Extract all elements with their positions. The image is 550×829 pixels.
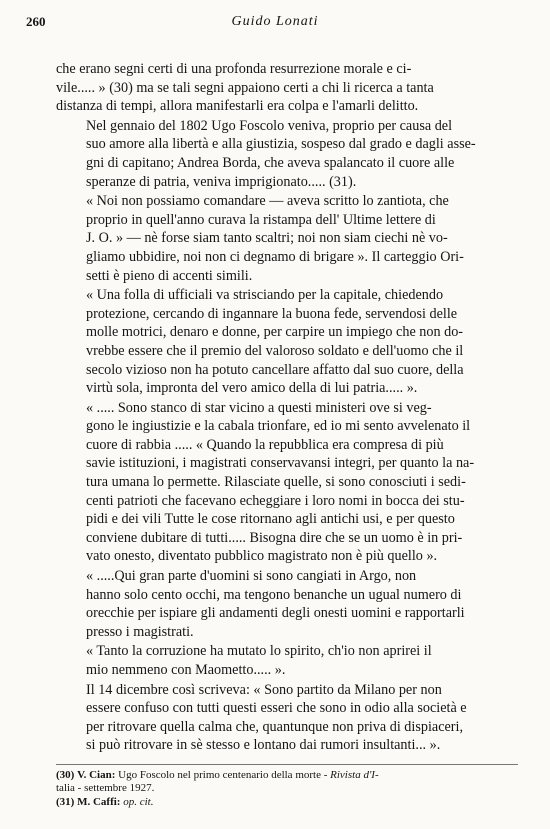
paragraph-3 [56, 192, 518, 285]
paragraph-7 [56, 642, 518, 679]
page-header [26, 14, 524, 36]
text-line: mio nemmeno con Maometto..... ». [86, 662, 286, 678]
text-line: « Noi non possiamo comandare — aveva scritto lo zantiota, che [86, 193, 449, 210]
text-line: Nel gennaio del 1802 Ugo Foscolo veniva, proprio per causa del [86, 117, 453, 134]
paragraph-4 [56, 286, 518, 398]
text-line: distanza di tempi, allora manifestarli era colpa e l'amarli delitto. [56, 98, 419, 115]
text-line: « .....Qui gran parte d'uomini si sono cangiati in Argo, non [86, 568, 417, 585]
text-line: tura umana lo permette. Rilasciate quelle, si sono conosciuti i sedi- [86, 474, 466, 491]
paragraph-5 [56, 399, 518, 566]
text-line: protezione, cercando di ingannare la buona fede, servendosi delle [86, 305, 458, 322]
footnotes [56, 764, 518, 809]
footnote-citation: op. cit. [123, 795, 154, 808]
text-line: presso i magistrati. [86, 623, 194, 640]
text-line: gono le ingiustizie e la cabala trionfare, ed io mi sento avvelenato il [86, 418, 471, 435]
footnote-text: Ugo Foscolo nel primo centenario della morte - [118, 769, 328, 781]
footnote-30-continuation: talia - settembre 1927. [56, 782, 155, 795]
footnote-author: M. Caffi: [77, 795, 121, 808]
text-line: orecchie per ispiare gli andamenti degli onesti uomini e rapportarli [86, 605, 465, 622]
footnote-author: V. Cian: [77, 769, 116, 781]
running-title: Guido Lonati [231, 14, 319, 29]
paragraph-1 [56, 60, 518, 116]
text-line: gni di capitano; Andrea Borda, che aveva spalancato il cuore alle [86, 154, 455, 171]
text-line: pidi e dei vili Tutte le cose ritornano agli antichi usi, e per questo [86, 511, 455, 528]
page-number: 260 [26, 14, 46, 29]
body-text [56, 60, 518, 756]
text-line: « Una folla di ufficiali va strisciando per la capitale, chiedendo [86, 287, 444, 304]
text-line: si può ritrovare in sè stesso e lontano dai rumori insultanti... ». [86, 737, 441, 754]
footnote-number: (30) [56, 769, 75, 781]
text-line: che erano segni certi di una profonda resurrezione morale e ci- [56, 61, 412, 77]
text-line: vrebbe essere che il premio del valoroso soldato e dell'uomo che il [86, 342, 464, 359]
text-line: proprio in quell'anno curava la ristampa dell' Ultime lettere di [86, 211, 436, 228]
text-line: conviene dubitare di tutti..... Bisogna dire che se un uomo è in pri- [86, 529, 463, 546]
text-line: virtù sola, impronta del vero amico della di lui patria..... ». [86, 380, 418, 397]
text-line: per ritrovare quella calma che, quantunque non priva di dispiaceri, [86, 718, 464, 735]
text-line: speranze di patria, veniva imprigionato..... (31). [86, 173, 357, 190]
footnote-30 [56, 769, 518, 782]
text-line: cuore di rabbia ..... « Quando la repubblica era compresa di più [86, 436, 444, 453]
footnote-citation: Rivista d'I- [330, 769, 379, 781]
footnote-31 [56, 796, 518, 809]
text-line: « Tanto la corruzione ha mutato lo spirito, ch'io non aprirei il [86, 643, 432, 660]
text-line: hanno solo cento occhi, ma tengono benanche un ugual numero di [86, 586, 462, 603]
text-line: vato onesto, diventato pubblico magistrato non è più quello ». [86, 548, 438, 565]
text-line: suo amore alla libertà e alla giustizia, sospeso dal grado e dagli asse- [86, 136, 476, 153]
paragraph-8 [56, 681, 518, 755]
text-line: Il 14 dicembre così scriveva: « Sono partito da Milano per non [86, 681, 442, 698]
paragraph-2 [56, 117, 518, 191]
text-line: centi patrioti che facevano echeggiare i loro nomi in bocca dei stu- [86, 492, 465, 509]
text-line: « ..... Sono stanco di star vicino a questi ministeri ove si veg- [86, 399, 432, 416]
text-line: vile..... » (30) ma se tali segni appaiono certi a chi li ricerca a tanta [56, 79, 434, 96]
text-line: molle motrici, denaro e donne, per carpire un impiego che non do- [86, 324, 464, 341]
text-line: savie istituzioni, i magistrati conservavansi integri, per quanto la na- [86, 455, 475, 472]
text-line: J. O. » — nè forse siam tanto scaltri; noi non siam ciechi nè vo- [86, 230, 448, 247]
footnote-number: (31) [56, 795, 75, 808]
paragraph-6 [56, 567, 518, 641]
text-line: essere confuso con tutti questi esseri che sono in odio alla società e [86, 700, 467, 717]
text-line: setti è pieno di accenti simili. [86, 267, 253, 284]
text-line: gliamo ubbidire, noi non ci degnamo di brigare ». Il carteggio Ori- [86, 248, 464, 265]
text-line: secolo vizioso non ha potuto cancellare affatto dal suo cuore, della [86, 361, 464, 378]
footnote-divider [56, 764, 518, 765]
